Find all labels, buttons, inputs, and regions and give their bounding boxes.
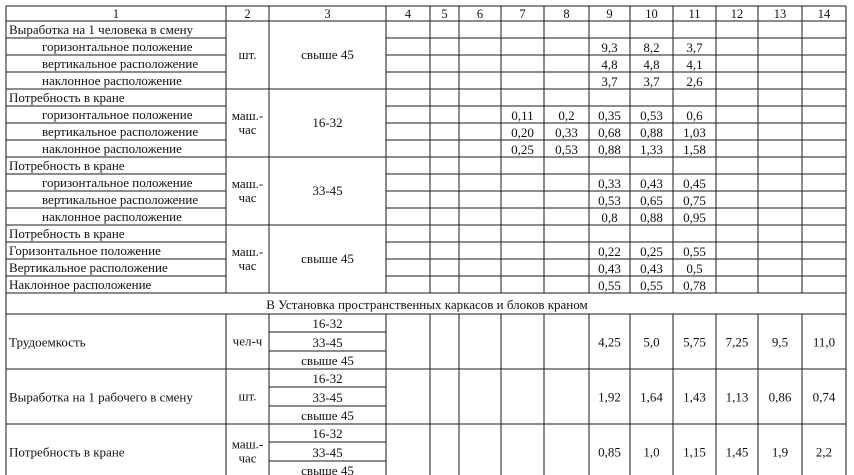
row-label: Вертикальное расположение <box>9 260 168 275</box>
size-category-cell: свыше 45 <box>301 251 354 266</box>
value-cell: 4,8 <box>601 57 618 72</box>
value-cell: 0,33 <box>555 125 578 140</box>
group-label: Трудоемкость <box>9 334 86 350</box>
value-cell: 1,45 <box>725 444 749 460</box>
value-cell: 1,92 <box>598 389 621 405</box>
value-cell: 0,65 <box>640 193 663 208</box>
value-cell: 1,9 <box>771 444 789 460</box>
row-label: Потребность в кране <box>9 158 125 173</box>
value-cell: 1,13 <box>725 389 749 405</box>
unit-cell: шт. <box>238 47 257 62</box>
size-category-cell: 16-32 <box>312 371 343 386</box>
row-label: Потребность в кране <box>9 226 125 241</box>
column-header-6: 6 <box>476 7 484 21</box>
value-cell: 0,5 <box>686 261 703 276</box>
value-cell: 3,7 <box>643 74 660 89</box>
row-label: вертикальное расположение <box>42 124 199 139</box>
unit-cell: чел-ч <box>232 333 263 349</box>
value-cell: 0,88 <box>640 210 663 225</box>
unit-cell: час <box>238 122 257 137</box>
value-cell: 0,43 <box>640 176 663 191</box>
row-label: Наклонное расположение <box>9 277 152 292</box>
size-category-cell: свыше 45 <box>301 408 354 423</box>
size-category-cell: 16-32 <box>312 115 343 130</box>
size-category-cell: 16-32 <box>312 316 343 331</box>
value-cell: 9,3 <box>601 40 618 55</box>
unit-cell: шт. <box>238 388 257 404</box>
value-cell: 0,88 <box>640 125 663 140</box>
value-cell: 4,25 <box>598 334 621 350</box>
value-cell: 5,75 <box>683 334 706 350</box>
value-cell: 1,43 <box>683 389 706 405</box>
value-cell: 0,25 <box>511 142 534 157</box>
size-category-cell: 33-45 <box>312 390 343 405</box>
column-header-3: 3 <box>324 7 331 21</box>
value-cell: 0,95 <box>683 210 706 225</box>
unit-cell: час <box>238 190 257 205</box>
unit-cell: маш.- <box>231 108 264 123</box>
row-label: Выработка на 1 человека в смену <box>9 22 194 37</box>
value-cell: 0,35 <box>598 108 621 123</box>
value-cell: 0,74 <box>812 389 836 405</box>
row-label: наклонное расположение <box>42 209 182 224</box>
value-cell: 0,88 <box>598 142 621 157</box>
size-category-cell: 16-32 <box>312 426 343 441</box>
column-header-13: 13 <box>773 7 787 21</box>
value-cell: 0,68 <box>598 125 621 140</box>
column-header-9: 9 <box>606 7 613 21</box>
row-label: горизонтальное положение <box>42 107 193 122</box>
column-header-1: 1 <box>112 7 120 21</box>
row-label: горизонтальное положение <box>42 175 193 190</box>
value-cell: 0,2 <box>558 108 575 123</box>
column-header-4: 4 <box>404 7 412 21</box>
value-cell: 0,25 <box>640 244 663 259</box>
row-label: вертикальное расположение <box>42 56 199 71</box>
size-category-cell: 33-45 <box>312 445 343 460</box>
section-title: В Установка пространственных каркасов и блоков краном <box>266 297 588 312</box>
value-cell: 0,55 <box>640 278 663 293</box>
row-label: вертикальное расположение <box>42 192 199 207</box>
value-cell: 0,86 <box>768 389 792 405</box>
value-cell: 1,15 <box>683 444 706 460</box>
value-cell: 1,0 <box>643 444 660 460</box>
value-cell: 0,53 <box>598 193 621 208</box>
column-header-12: 12 <box>730 7 744 21</box>
group-label: Выработка на 1 рабочего в смену <box>9 389 193 405</box>
column-header-8: 8 <box>563 7 570 21</box>
row-label: Горизонтальное положение <box>9 243 161 258</box>
size-category-cell: свыше 45 <box>301 353 354 368</box>
value-cell: 0,55 <box>683 244 706 259</box>
value-cell: 0,43 <box>640 261 663 276</box>
value-cell: 0,75 <box>683 193 706 208</box>
value-cell: 0,6 <box>686 108 703 123</box>
value-cell: 7,25 <box>725 334 749 350</box>
value-cell: 1,03 <box>683 125 706 140</box>
group-label: Потребность в кране <box>9 444 125 460</box>
value-cell: 0,53 <box>640 108 663 123</box>
size-category-cell: 33-45 <box>312 335 343 350</box>
value-cell: 1,64 <box>640 389 663 405</box>
value-cell: 5,0 <box>643 334 660 350</box>
unit-cell: час <box>238 258 257 273</box>
value-cell: 0,53 <box>555 142 578 157</box>
value-cell: 11,0 <box>812 334 836 350</box>
row-label: Потребность в кране <box>9 90 125 105</box>
row-label: наклонное расположение <box>42 141 182 156</box>
row-label: горизонтальное положение <box>42 39 193 54</box>
value-cell: 2,6 <box>686 74 703 89</box>
column-header-2: 2 <box>244 7 251 21</box>
value-cell: 0,22 <box>598 244 621 259</box>
value-cell: 2,2 <box>815 444 833 460</box>
value-cell: 0,55 <box>598 278 621 293</box>
column-header-11: 11 <box>688 7 701 21</box>
value-cell: 3,7 <box>686 40 703 55</box>
column-header-7: 7 <box>519 7 526 21</box>
column-header-5: 5 <box>441 7 448 21</box>
value-cell: 0,33 <box>598 176 621 191</box>
value-cell: 3,7 <box>601 74 618 89</box>
unit-cell: маш.- <box>231 176 264 191</box>
value-cell: 0,45 <box>683 176 706 191</box>
size-category-cell: свыше 45 <box>301 47 354 62</box>
value-cell: 0,20 <box>511 125 534 140</box>
unit-cell: маш.- <box>231 436 264 452</box>
value-cell: 8,2 <box>643 40 660 55</box>
value-cell: 0,85 <box>598 444 621 460</box>
column-header-10: 10 <box>645 7 658 21</box>
unit-cell: час <box>238 450 257 466</box>
size-category-cell: свыше 45 <box>301 463 354 475</box>
value-cell: 0,8 <box>601 210 618 225</box>
value-cell: 4,8 <box>643 57 660 72</box>
value-cell: 4,1 <box>686 57 703 72</box>
value-cell: 0,78 <box>683 278 706 293</box>
column-header-14: 14 <box>817 7 831 21</box>
value-cell: 9,5 <box>771 334 789 350</box>
value-cell: 1,33 <box>640 142 663 157</box>
unit-cell: маш.- <box>231 244 264 259</box>
value-cell: 0,43 <box>598 261 621 276</box>
value-cell: 1,58 <box>683 142 706 157</box>
value-cell: 0,11 <box>511 108 534 123</box>
row-label: наклонное расположение <box>42 73 182 88</box>
size-category-cell: 33-45 <box>312 183 343 198</box>
